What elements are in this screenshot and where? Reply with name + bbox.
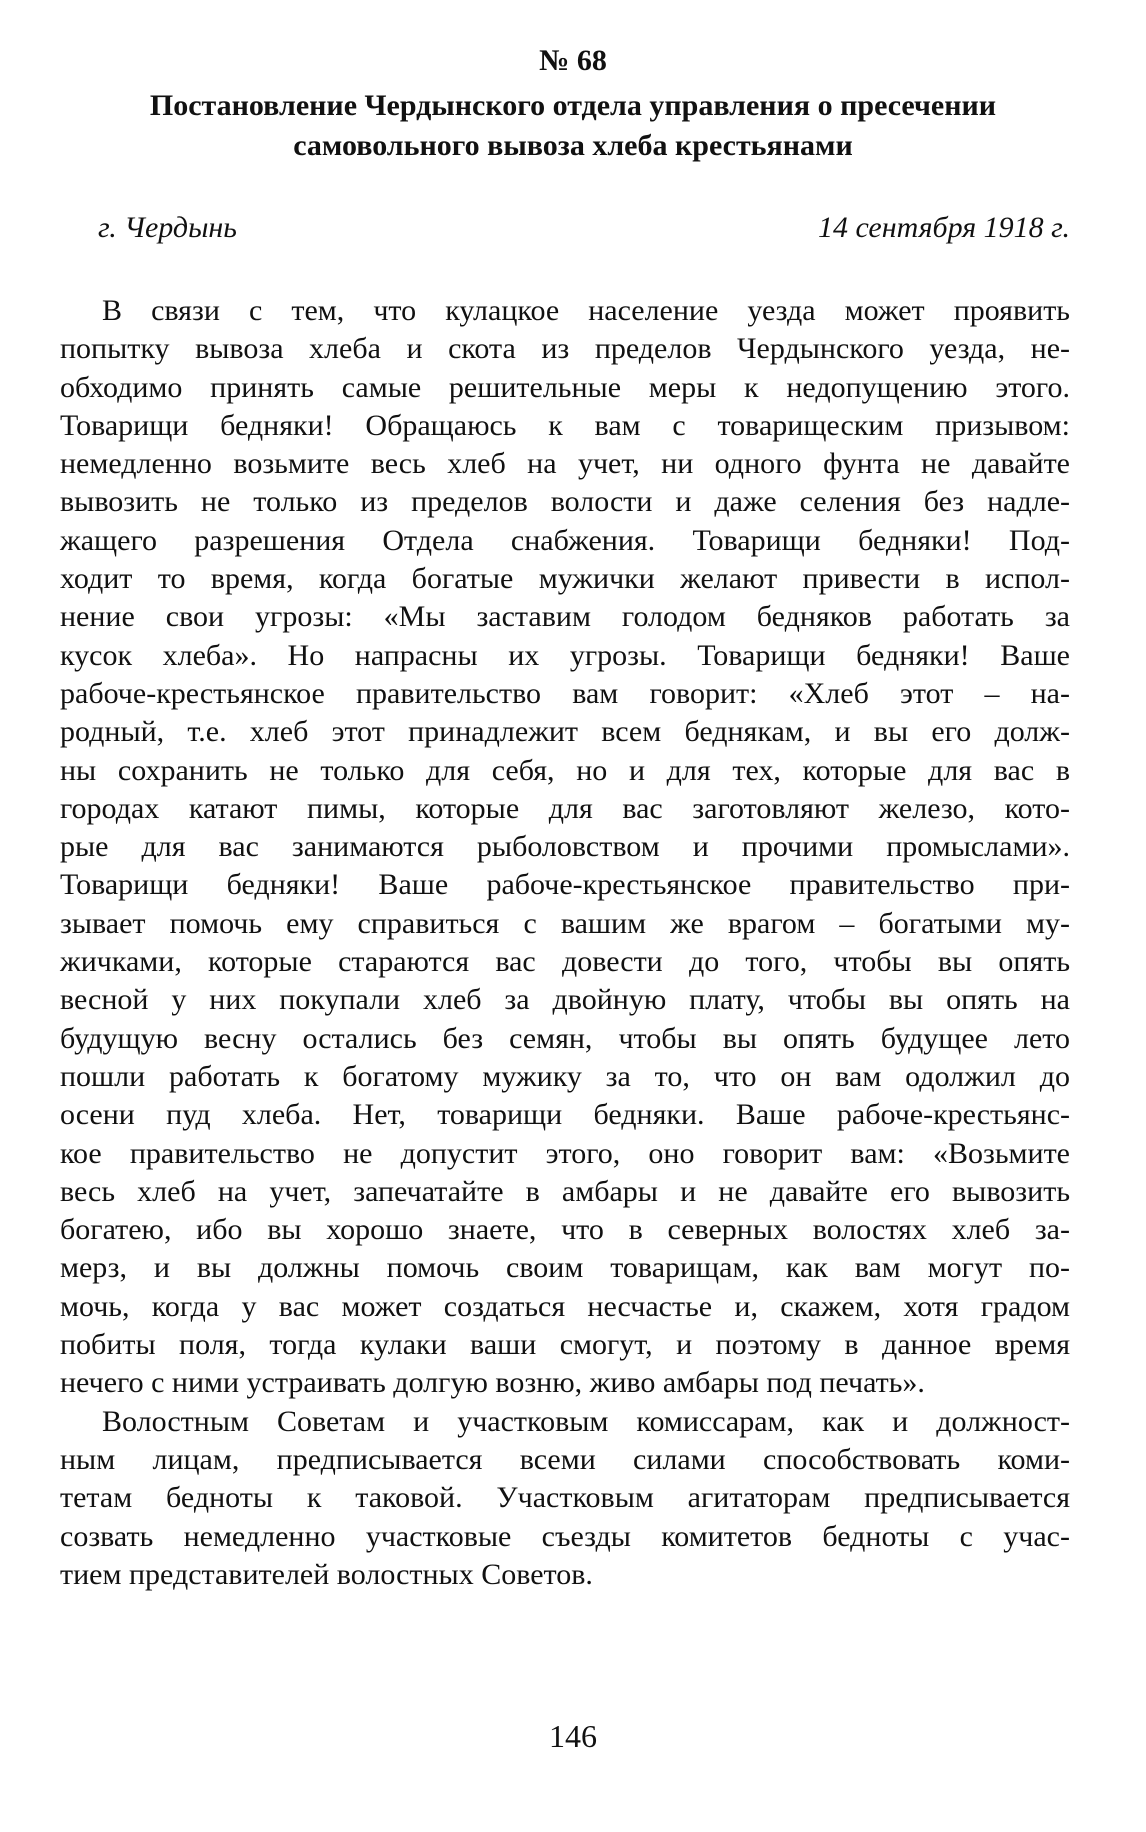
paragraph-2-line: тетам бедноты к таковой. Участковым агитаторам предписывается [60, 1481, 1070, 1515]
paragraph-1-line: вывозить не только из пределов волости и даже селения без надле- [60, 485, 1070, 519]
paragraph-1-line: весь хлеб на учет, запечатайте в амбары и не давайте его вывозить [60, 1174, 1070, 1208]
document-title-line: самовольного вывоза хлеба крестьянами [293, 129, 853, 162]
document-title-line: Постановление Чердынского отдела управления о пресечении [149, 89, 997, 122]
paragraph-1-line: В связи с тем, что кулацкое население уезда может проявить [102, 294, 1070, 327]
paragraph-1-line: осени пуд хлеба. Нет, товарищи бедняки. Ваше рабоче-крестьянс- [60, 1098, 1070, 1132]
paragraph-1-line: Товарищи бедняки! Обращаюсь к вам с товарищеским призывом: [60, 408, 1070, 442]
paragraph-1-line: пошли работать к богатому мужику за то, что он вам одолжил до [60, 1059, 1070, 1093]
paragraph-1-line: зывает помочь ему справиться с вашим же врагом – богатыми му- [60, 906, 1070, 940]
document-body [60, 292, 1070, 1594]
paragraph-1-line: обходимо принять самые решительные меры к недопущению этого. [60, 370, 1070, 404]
paragraph-1-line: жащего разрешения Отдела снабжения. Товарищи бедняки! Под- [60, 523, 1070, 557]
document-title [80, 86, 1066, 166]
paragraph-1-line: Товарищи бедняки! Ваше рабоче-крестьянское правительство при- [60, 868, 1070, 902]
paragraph-1-line: рабоче-крестьянское правительство вам говорит: «Хлеб этот – на- [60, 676, 1070, 710]
place-date-row [98, 210, 1070, 246]
paragraph-1-line: городах катают пимы, которые для вас заготовляют железо, кото- [60, 791, 1070, 825]
paragraph-1-line: попытку вывоза хлеба и скота из пределов Чердынского уезда, не- [60, 332, 1070, 366]
paragraph-1-line: нечего с ними устраивать долгую возню, живо амбары под печать». [60, 1366, 925, 1400]
document-number: № 68 [539, 44, 607, 77]
paragraph-1-line: побиты поля, тогда кулаки ваши смогут, и поэтому в данное время [60, 1328, 1070, 1362]
paragraph-1-line: мочь, когда у вас может создаться несчастье и, скажем, хотя градом [60, 1289, 1070, 1323]
paragraph-1-line: немедленно возьмите весь хлеб на учет, ни одного фунта не давайте [60, 447, 1070, 481]
paragraph-1-line: родный, т.е. хлеб этот принадлежит всем беднякам, и вы его долж- [60, 715, 1070, 749]
paragraph-1-line: ходит то время, когда богатые мужички желают привести в испол- [60, 562, 1070, 596]
paragraph-1-line: будущую весну остались без семян, чтобы вы опять будущее лето [60, 1021, 1070, 1055]
paragraph-1-line: жичками, которые стараются вас довести до того, чтобы вы опять [60, 945, 1070, 979]
page-number: 146 [549, 1718, 597, 1754]
paragraph-1-line: ны сохранить не только для себя, но и для тех, которые для вас в [60, 753, 1070, 787]
paragraph-2-line: ным лицам, предписывается всеми силами способствовать коми- [60, 1442, 1070, 1476]
paragraph-1-line: мерз, и вы должны помочь своим товарищам, как вам могут по- [60, 1251, 1070, 1285]
paragraph-1-line: весной у них покупали хлеб за двойную плату, чтобы вы опять на [60, 983, 1070, 1017]
paragraph-2-line: тием представителей волостных Советов. [60, 1557, 593, 1591]
paragraph-1-line: нение свои угрозы: «Мы заставим голодом бедняков работать за [60, 600, 1070, 634]
document-date: 14 сентября 1918 г. [817, 211, 1070, 244]
document-place: г. Чердынь [98, 211, 237, 244]
paragraph-1-line: рые для вас занимаются рыболовством и прочими промыслами». [60, 830, 1070, 864]
paragraph-1-line: богатею, ибо вы хорошо знаете, что в северных волостях хлеб за- [60, 1213, 1070, 1247]
paragraph-1-line: кое правительство не допустит этого, оно говорит вам: «Возьмите [60, 1136, 1070, 1170]
paragraph-2-line: Волостным Советам и участковым комиссарам, как и должност- [102, 1404, 1070, 1438]
paragraph-2-line: созвать немедленно участковые съезды комитетов бедноты с учас- [60, 1519, 1070, 1553]
paragraph-1-line: кусок хлеба». Но напрасны их угрозы. Товарищи бедняки! Ваше [60, 638, 1070, 672]
